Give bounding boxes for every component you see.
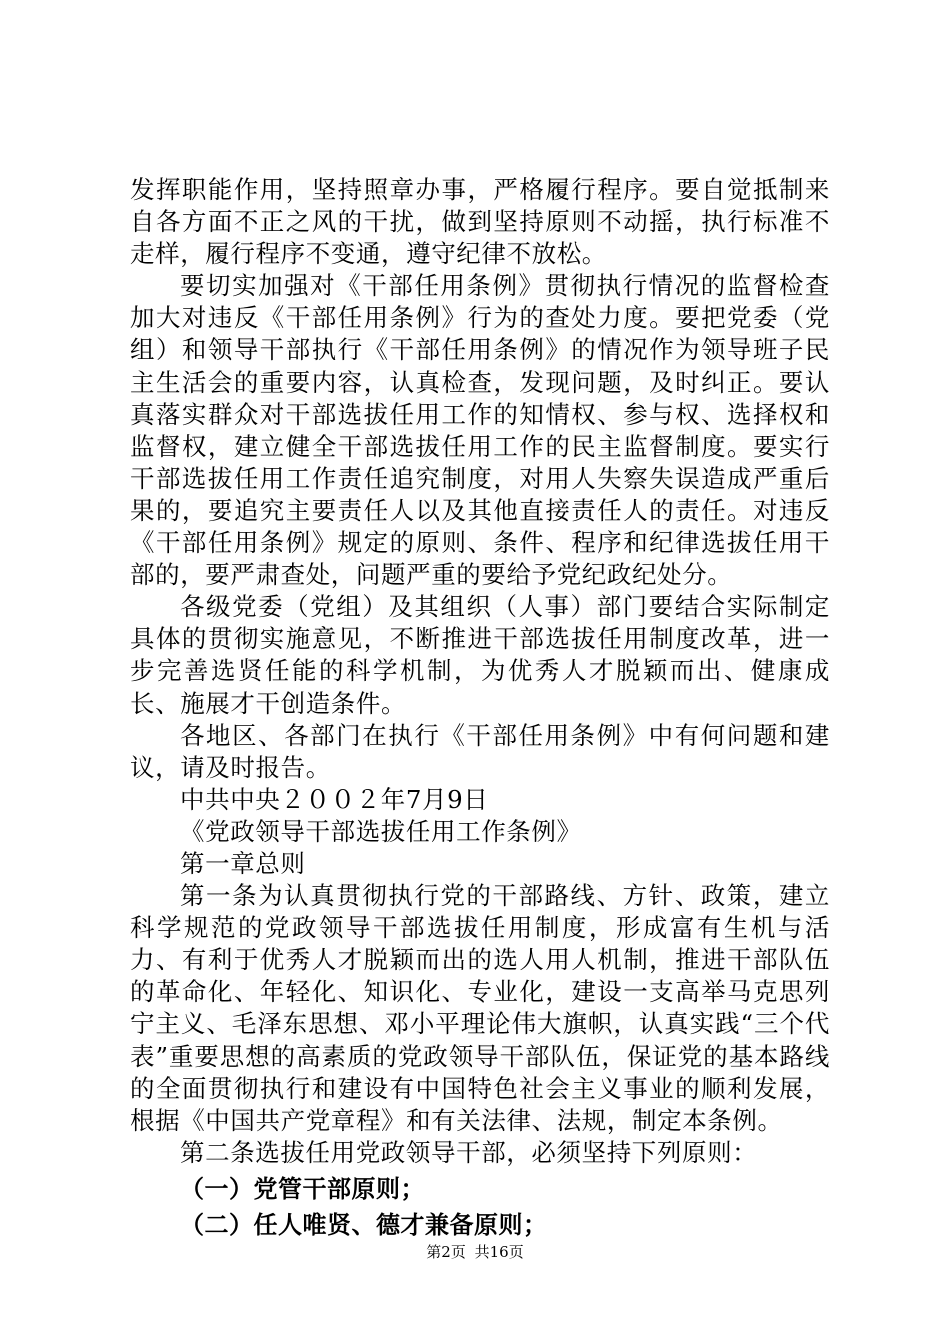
- article-1: 第一条为认真贯彻执行党的干部路线、方针、政策，建立科学规范的党政领导干部选拔任用制度，形成富有生机与活力、有利于优秀人才脱颖而出的选人用人机制，推进干部队伍的革命化、年轻化、知识化、专业化，建设一支高举马克思列宁主义、毛泽东思想、邓小平理论伟大旗帜，认真实践“三个代表”重要思想的高素质的党政领导干部队伍，保证党的基本路线的全面贯彻执行和建设有中国特色社会主义事业的顺利发展，根据《中国共产党章程》和有关法律、法规，制定本条例。: [130, 881, 830, 1135]
- paragraph-2: 要切实加强对《干部任用条例》贯彻执行情况的监督检查加大对违反《干部任用条例》行为的查处力度。要把党委（党组）和领导干部执行《干部任用条例》的情况作为领导班子民主生活会的重要内容，认真检查，发现问题，及时纠正。要认真落实群众对干部选拔任用工作的知情权、参与权、选择权和监督权，建立健全干部选拔任用工作的民主监督制度。要实行干部选拔任用工作责任追究制度，对用人失察失误造成严重后果的，要追究主要责任人以及其他直接责任人的责任。对违反《干部任用条例》规定的原则、条件、程序和纪律选拔任用干部的，要严肃查处，问题严重的要给予党纪政纪处分。: [130, 271, 830, 590]
- chapter-heading: 第一章总则: [180, 848, 306, 878]
- page-number: 第2页: [426, 1243, 466, 1261]
- signature-date-line: 中共中央２００２年7月9日: [180, 784, 489, 814]
- document-body: [130, 174, 830, 1169]
- paragraph-1: 发挥职能作用，坚持照章办事，严格履行程序。要自觉抵制来自各方面不正之风的干扰，做到坚持原则不动摇，执行标准不走样，履行程序不变通，遵守纪律不放松。: [130, 175, 830, 269]
- page-total: 共16页: [474, 1243, 524, 1261]
- paragraph-4: 各地区、各部门在执行《干部任用条例》中有何问题和建议，请及时报告。: [130, 720, 830, 782]
- principle-item: （二）任人唯贤、德才兼备原则；: [180, 1211, 548, 1239]
- page-footer: [0, 1242, 950, 1262]
- regulation-title: 《党政领导干部选拔任用工作条例》: [180, 816, 582, 846]
- paragraph-3: 各级党委（党组）及其组织（人事）部门要结合实际制定具体的贯彻实施意见，不断推进干部选拔任用制度改革，进一步完善选贤任能的科学机制，为优秀人才脱颖而出、健康成长、施展才干创造条件。: [130, 592, 830, 718]
- principles-list: [180, 1171, 830, 1243]
- principle-item: （一）党管干部原则；: [180, 1175, 425, 1203]
- article-2: 第二条选拔任用党政领导干部，必须坚持下列原则：: [180, 1137, 758, 1167]
